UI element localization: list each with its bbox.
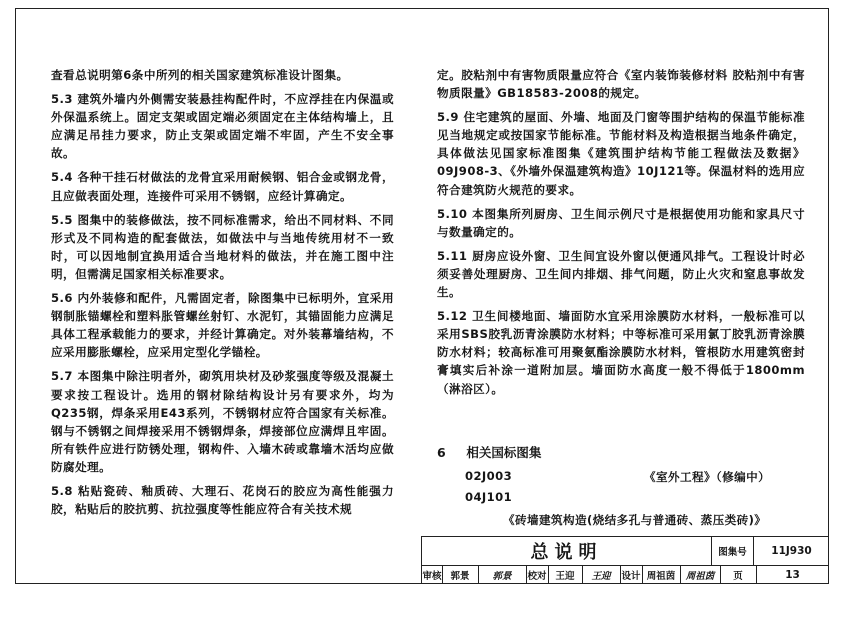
left-paragraph: 5.5 图集中的装修做法，按不同标准需求，给出不同材料、不同形式及不同构造的配套做法，如做法中与当地传统用材不一致时，可以因地制宜换用适合当地材料的做法，并在施工图中注明，但需满足国家相关标准要求。 <box>51 212 394 281</box>
page-label: 页 <box>733 571 743 582</box>
right-paragraph: 5.9 住宅建筑的屋面、外墙、地面及门窗等围护结构的保温节能标准见当地规定或按国家节能标准。节能材料及构造根据当地条件确定，具体做法见国家标准图集《建筑围护结构节能工程做法及数据》09J908-3、《外墙外保温建筑构造》10J121等。保温材料的选用应符合建筑防火规范的要求。 <box>437 110 805 197</box>
right-paragraph: 5.10 本图集所列厨房、卫生间示例尺寸是根据使用功能和家具尺寸与数量确定的。 <box>437 206 805 239</box>
left-paragraph: 5.8 粘贴瓷砖、釉质砖、大理石、花岗石的胶应为高性能强力胶，粘贴后的胶抗剪、抗拉强度等性能应符合有关技术规 <box>51 483 394 517</box>
page-number: 13 <box>785 569 800 581</box>
ref-name-1: 《室外工程》（修编中） <box>644 470 771 484</box>
right-text-column <box>437 66 805 398</box>
sheet-title: 总说明 <box>422 537 712 566</box>
left-paragraph: 5.4 各种干挂石材做法的龙骨宜采用耐候钢、铝合金或钢龙骨，且应做表面处理，连接件可采用不锈钢，应经计算确定。 <box>51 170 394 203</box>
design-label: 设计 <box>621 571 641 582</box>
left-paragraph: 5.6 内外装修和配件，凡需固定者，除图集中已标明外，宜采用钢制胀锚螺栓和塑料胀管螺丝射钉、水泥钉，其锚固能力应满足具体工程承载能力的要求，并经计算确定。对外装幕墙结构，不应采用膨胀螺栓，应采用定型化学锚栓。 <box>51 291 394 360</box>
ref-code-1: 02J003 <box>465 469 513 483</box>
designer-name: 周祖茵 <box>646 571 676 582</box>
left-text-column <box>51 66 394 518</box>
left-paragraph: 5.3 建筑外墙内外侧需安装悬挂构配件时，不应浮挂在内保温或外保温系统上。固定支架或固定端必须固定在主体结构墙上，且应满足吊挂力要求，防止支架或固定端不牢固，产生不安全事故。 <box>51 92 394 161</box>
left-paragraph: 查看总说明第6条中所列的相关国家建筑标准设计图集。 <box>51 68 349 82</box>
atlas-number: 11J930 <box>754 537 829 566</box>
check-label: 校对 <box>527 571 547 582</box>
title-block <box>421 536 829 584</box>
left-paragraph: 5.7 本图集中除注明者外，砌筑用块材及砂浆强度等级及混凝土要求按工程设计。选用的钢材除结构设计另有要求外，均为Q235钢，焊条采用E43系列，不锈钢材应符合国家有关标准。钢与不锈钢之间焊接采用不锈钢焊条，焊接部位应满焊且牢固。所有铁件应进行防锈处理，钢构件、入墙木砖或靠墙木活均应做防腐处理。 <box>51 369 394 474</box>
right-paragraph: 5.11 厨房应设外窗、卫生间宜设外窗以便通风排气。工程设计时必须妥善处理厨房、卫生间内排烟、排气问题，防止火灾和窒息事故发生。 <box>437 248 805 300</box>
reviewer-signature: 郭景 <box>492 571 512 582</box>
section-6-heading <box>437 443 541 461</box>
atlas-label: 图集号 <box>712 537 754 566</box>
ref-code-2: 04J101 <box>465 490 513 504</box>
reviewer-name: 郭景 <box>450 571 470 582</box>
section-number: 6 <box>437 445 446 460</box>
right-paragraph: 5.12 卫生间楼地面、墙面防水宜采用涂膜防水材料，一般标准可以采用SBS胶乳沥青涂膜防水材料；中等标准可采用氯丁胶乳沥青涂膜防水材料；较高标准可用聚氨酯涂膜防水材料，管根防水用建筑密封膏填实后补涂一道附加层。墙面防水高度一般不得低于1800mm（淋浴区）。 <box>437 309 805 396</box>
review-label: 审核 <box>422 571 442 582</box>
designer-signature: 周祖茵 <box>685 571 715 582</box>
section-title: 相关国标图集 <box>466 445 542 460</box>
checker-name: 王迎 <box>555 571 575 582</box>
checker-signature: 王迎 <box>591 571 611 582</box>
ref-name-2: 《砖墙建筑构造(烧结多孔与普通砖、蒸压类砖)》 <box>503 513 767 527</box>
right-paragraph: 定。胶粘剂中有害物质限量应符合《室内装饰装修材料 胶粘剂中有害物质限量》GB18583-2008的规定。 <box>437 68 805 101</box>
